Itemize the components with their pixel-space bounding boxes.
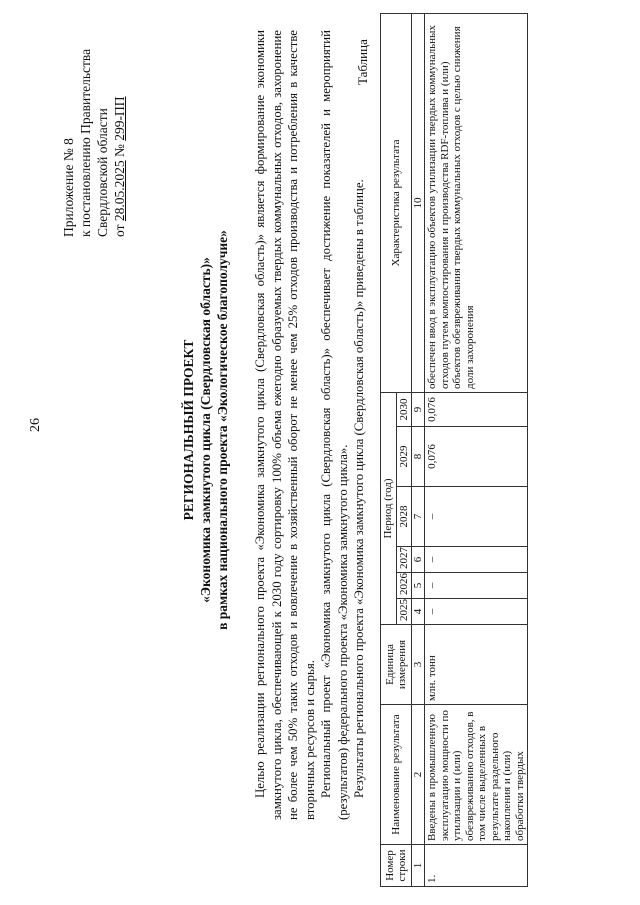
appendix-line-1: Приложение № 8 — [61, 138, 76, 237]
appendix-block — [60, 12, 128, 237]
title-line-3: в рамках национального проекта «Экологическое благополучие» — [215, 230, 230, 630]
title-line-2: «Экономика замкнутого цикла (Свердловская область)» — [198, 257, 213, 603]
column-number: 5 — [412, 573, 425, 599]
header-year: 2030 — [396, 392, 412, 426]
column-number: 8 — [412, 427, 425, 487]
column-number: 7 — [412, 487, 425, 547]
body-text — [252, 30, 368, 820]
paragraph: Целью реализации регионального проекта «Экономика замкнутого цикла (Свердловская область)» является формирование экономики замкнутого цикла, обеспечивающей к 2030 году сортировку 100% объема ежегодно образуемых твердых коммунальных отходов, захоронение не более чем 50% таких отходов и вовлечение в хозяйственный оборот не менее чем 25% отходов производства и потребления в качестве вторичных ресурсов и сырья. — [253, 30, 317, 820]
table-label: Таблица — [355, 39, 370, 85]
column-number: 10 — [412, 13, 425, 392]
value-2025: – — [425, 599, 528, 625]
appendix-line-2: к постановлению Правительства — [78, 48, 93, 237]
results-table — [380, 13, 528, 887]
result-unit: млн. тонн — [425, 625, 528, 705]
header-year: 2029 — [396, 427, 412, 487]
header-year: 2027 — [396, 547, 412, 573]
value-2030: 0,076 — [425, 392, 528, 426]
paragraph: Региональный проект «Экономика замкнутого цикла (Свердловская область)» обеспечивает достижение показателей и мероприятий (результатов) федерального проекта «Экономика замкнутого цикла». — [319, 30, 350, 820]
value-2027: – — [425, 547, 528, 573]
value-2029: 0,076 — [425, 427, 528, 487]
header-row-number: Номер строки — [381, 845, 412, 887]
appendix-line-3: Свердловской области — [95, 108, 110, 237]
header-characteristic: Характеристика результата — [381, 13, 412, 392]
title-line-1: РЕГИОНАЛЬНЫЙ ПРОЕКТ — [181, 339, 196, 521]
appendix-date-line — [111, 12, 128, 237]
document-title — [180, 170, 231, 690]
header-year: 2025 — [396, 599, 412, 625]
header-year: 2026 — [396, 573, 412, 599]
decree-date: 28.05.2025 — [112, 160, 127, 222]
column-number: 6 — [412, 547, 425, 573]
header-year: 2028 — [396, 487, 412, 547]
column-number: 4 — [412, 599, 425, 625]
row-number: 1. — [425, 845, 528, 887]
result-name: Введены в промышленную эксплуатацию мощности по утилизации и (или) обезвреживанию отходов, в том числе выделенных в результате раздельного накопления и (или) обработки твердых — [425, 705, 528, 845]
header-unit: Единица измерения — [381, 625, 412, 705]
table-row — [425, 13, 528, 886]
column-number: 3 — [412, 625, 425, 705]
column-number: 9 — [412, 392, 425, 426]
number-prefix: № — [112, 144, 127, 158]
date-prefix: от — [112, 224, 127, 237]
result-characteristic: обеспечен ввод в эксплуатацию объектов утилизации твердых коммунальных отходов путем компостирования и производства RDF-топлива и (или) объектов обезвреживания твердых коммунальных отходов с целью снижения доли захоронения — [425, 13, 528, 392]
column-number: 2 — [412, 705, 425, 845]
header-result-name: Наименование результата — [381, 705, 412, 845]
value-2026: – — [425, 573, 528, 599]
decree-number: 299-ПП — [112, 96, 127, 141]
page-number: 26 — [28, 418, 43, 432]
paragraph: Результаты регионального проекта «Экономика замкнутого цикла (Свердловская область)» приведены в таблице. — [352, 179, 366, 798]
header-period: Период (год) — [381, 392, 397, 624]
value-2028: – — [425, 487, 528, 547]
column-number: 1 — [412, 845, 425, 887]
